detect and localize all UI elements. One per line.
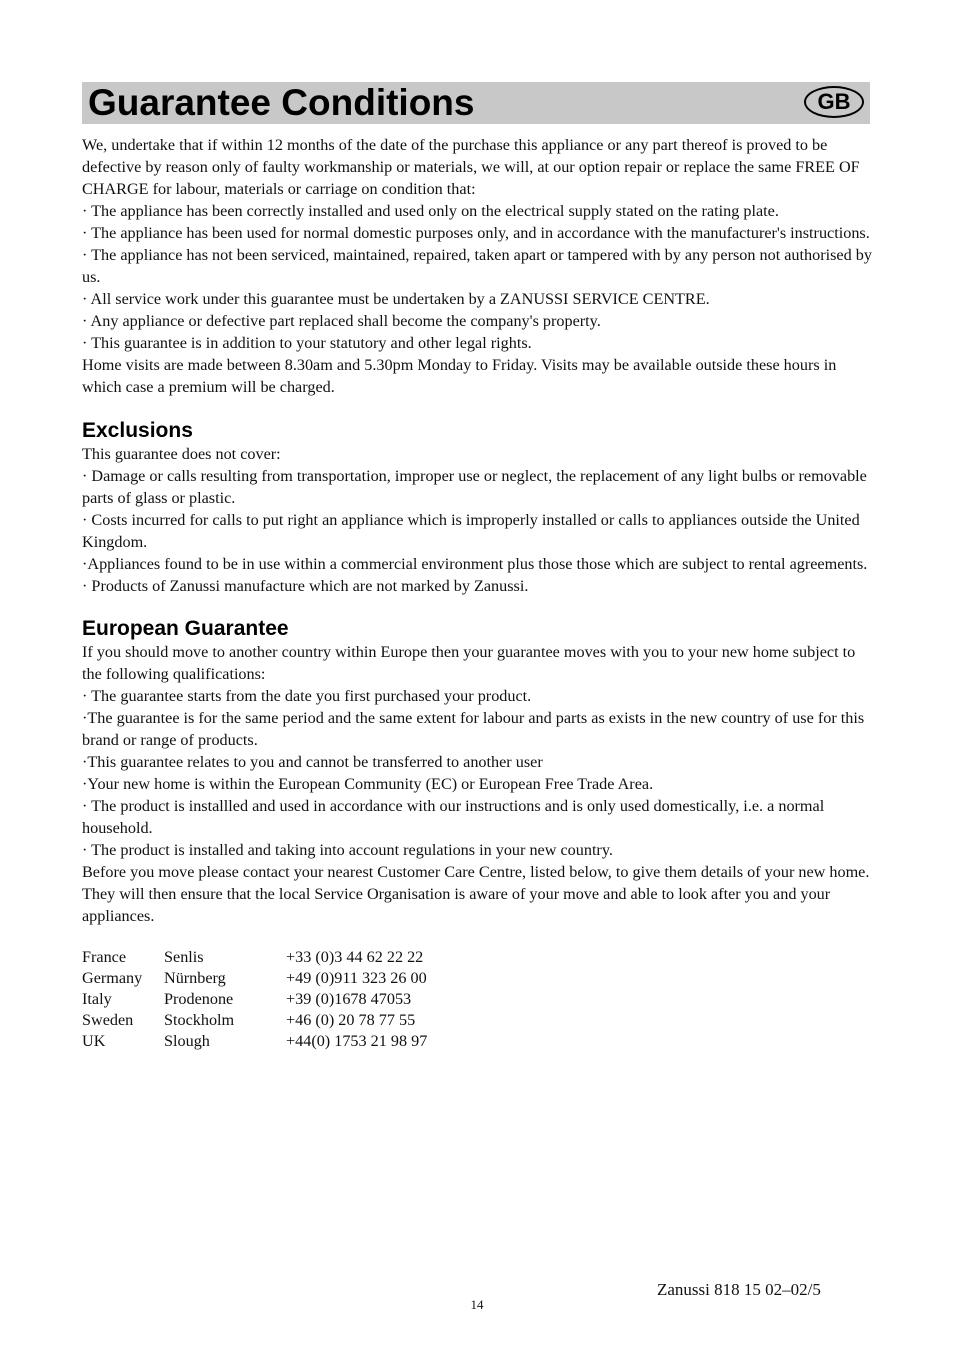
table-row [82,1010,427,1031]
exclusions-lead: This guarantee does not cover: [82,445,281,463]
exclusion-item: · Damage or calls resulting from transportation, improper use or neglect, the replacement of any light bulbs or removable parts of glass or plastic. [82,467,867,507]
home-visits-paragraph: Home visits are made between 8.30am and 5.30pm Monday to Friday. Visits may be available outside these hours in which case a premium will be charged. [82,356,837,396]
city-cell: Nürnberg [164,969,226,987]
intro-paragraph: We, undertake that if within 12 months of the date of the purchase this appliance or any part thereof is proved to be defective by reason only of faulty workmanship or materials, we will, at our option repair or replace the same FREE OF CHARGE for labour, materials or carriage on condition that: [82,136,860,198]
european-item: ·The guarantee is for the same period and the same extent for labour and parts as exists in the new country of use for this brand or range of products. [82,709,865,749]
condition-item: · The appliance has been used for normal domestic purposes only, and in accordance with the manufacturer's instructions. [82,224,870,242]
european-guarantee-heading: European Guarantee [82,617,289,640]
condition-item: · All service work under this guarantee must be undertaken by a ZANUSSI SERVICE CENTRE. [82,290,710,308]
condition-item: · Any appliance or defective part replaced shall become the company's property. [82,312,601,330]
condition-item: · This guarantee is in addition to your statutory and other legal rights. [82,334,532,352]
country-badge: GB [804,86,864,118]
european-item: · The product is installed and taking into account regulations in your new country. [82,841,613,859]
exclusions-heading: Exclusions [82,419,193,442]
european-item: · The product is installled and used in accordance with our instructions and is only used domestically, i.e. a normal household. [82,797,825,837]
document-body [82,134,872,1052]
city-cell: Prodenone [164,990,234,1008]
european-item: · The guarantee starts from the date you first purchased your product. [82,687,532,705]
european-item: ·Your new home is within the European Community (EC) or European Free Trade Area. [82,775,654,793]
country-cell: Germany [82,969,143,987]
care-centre-table [82,947,427,1052]
phone-cell: +46 (0) 20 78 77 55 [286,1011,416,1029]
table-row [82,968,427,989]
exclusion-item: · Products of Zanussi manufacture which are not marked by Zanussi. [82,577,529,595]
european-item: ·This guarantee relates to you and cannot be transferred to another user [82,753,543,771]
table-row [82,1031,427,1052]
city-cell: Senlis [164,948,204,966]
page-title: Guarantee Conditions [88,82,475,123]
table-row [82,989,427,1010]
phone-cell: +33 (0)3 44 62 22 22 [286,948,424,966]
condition-item: · The appliance has been correctly installed and used only on the electrical supply stated on the rating plate. [82,202,779,220]
page-number: 14 [470,1297,484,1312]
european-closing: Before you move please contact your nearest Customer Care Centre, listed below, to give them details of your new home. They will then ensure that the local Service Organisation is aware of your move and able to look after you and your appliances. [82,863,870,925]
phone-cell: +39 (0)1678 47053 [286,990,412,1008]
european-lead: If you should move to another country within Europe then your guarantee moves with you to your new home subject to the following qualifications: [82,643,856,683]
condition-item: · The appliance has not been serviced, maintained, repaired, taken apart or tampered with by any person not authorised by us. [82,246,872,286]
city-cell: Slough [164,1032,210,1050]
country-cell: Sweden [82,1011,134,1029]
exclusion-item: · Costs incurred for calls to put right an appliance which is improperly installed or calls to appliances outside the United Kingdom. [82,511,860,551]
city-cell: Stockholm [164,1011,235,1029]
phone-cell: +44(0) 1753 21 98 97 [286,1032,428,1050]
table-row [82,947,427,968]
country-cell: France [82,948,127,966]
country-cell: Italy [82,990,112,1008]
title-bar [82,82,870,124]
country-cell: UK [82,1032,106,1050]
phone-cell: +49 (0)911 323 26 00 [286,969,427,987]
document-reference: Zanussi 818 15 02–02/5 [657,1280,821,1299]
exclusion-item: ·Appliances found to be in use within a commercial environment plus those those which are subject to rental agreements. [82,555,868,573]
